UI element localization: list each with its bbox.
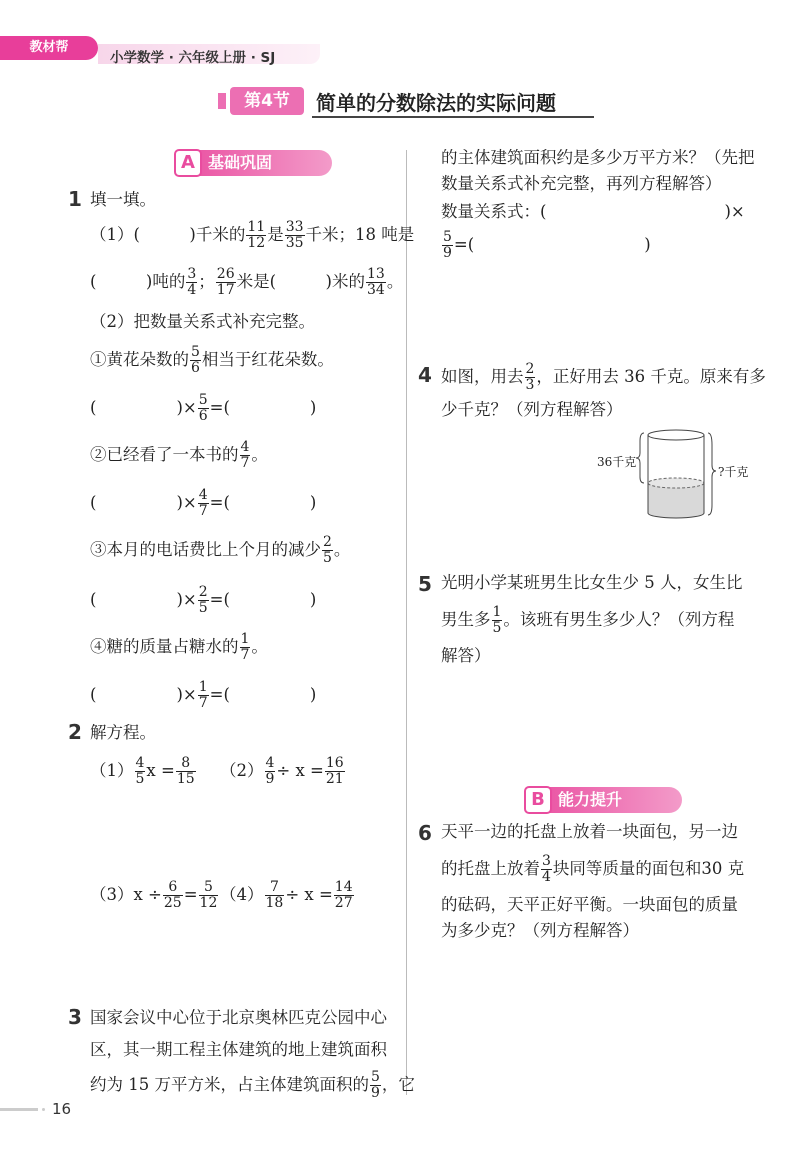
header-title: 小学数学 · 六年级上册 · SJ <box>110 50 276 66</box>
container-bottom <box>648 513 704 518</box>
q6-number: 6 <box>418 821 432 845</box>
q5-line1: 光明小学某班男生比女生少 5 人，女生比 <box>441 573 743 592</box>
q4-line2: 少千克？（列方程解答） <box>441 400 623 419</box>
fraction: $\frac{4}{7}$ <box>240 439 250 471</box>
fraction: $\frac{7}{18}$ <box>265 879 284 911</box>
q6-line2: 的托盘上放着 $\frac{3}{4}$ 块同等质量的面包和30 克 <box>441 853 745 885</box>
q2-equation-3: （3）x ÷ $\frac{6}{25}$ = $\frac{5}{12}$ <box>90 879 218 911</box>
q1-blank-4[interactable]: ( )× $\frac{1}{7}$ =( ) <box>90 679 317 711</box>
q4-label-total: ?千克 <box>718 465 749 479</box>
q3-line1: 国家会议中心位于北京奥林匹克公园中心 <box>90 1008 387 1027</box>
q1-blank-2[interactable]: ( )× $\frac{4}{7}$ =( ) <box>90 487 317 519</box>
fraction: $\frac{6}{25}$ <box>163 879 182 911</box>
q3-number: 3 <box>68 1005 82 1029</box>
fraction: $\frac{1}{5}$ <box>492 604 502 636</box>
q4-label-used: 36千克 <box>597 455 637 469</box>
q3-right-line2: 数量关系式补充完整，再列方程解答） <box>441 174 722 193</box>
fraction: $\frac{33}{35}$ <box>285 219 304 251</box>
q1-statement-1: ①黄花朵数的 $\frac{5}{6}$ 相当于红花朵数。 <box>90 344 334 376</box>
section-badge: 第4节 <box>230 87 304 115</box>
q3-relation[interactable]: 数量关系式：( )× <box>441 202 745 221</box>
fraction: $\frac{2}{3}$ <box>525 361 535 393</box>
page-number: 16 <box>52 1100 72 1118</box>
right-brace <box>708 433 716 515</box>
q3-line3: 约为 15 万平方米，占主体建筑面积的 $\frac{5}{9}$ ，它 <box>90 1069 415 1101</box>
footer-line <box>0 1108 38 1111</box>
fraction: $\frac{2}{5}$ <box>323 534 332 566</box>
q4-line1: 如图，用去 $\frac{2}{3}$ ，正好用去 36 千克。原来有多 <box>441 361 766 393</box>
fraction: $\frac{16}{21}$ <box>325 755 344 787</box>
q3-relation-cont[interactable]: $\frac{5}{9}$ =( ) <box>443 229 651 261</box>
q1-title: 填一填。 <box>90 190 156 209</box>
part-a-letter: A <box>174 149 202 177</box>
section-title: 简单的分数除法的实际问题 <box>316 91 556 115</box>
fraction: $\frac{4}{5}$ <box>135 755 145 787</box>
q5-line3: 解答） <box>441 646 491 665</box>
q2-equation-4: （4） $\frac{7}{18}$ ÷ x = $\frac{14}{27}$ <box>220 879 353 911</box>
part-a-label: 基础巩固 <box>174 150 332 176</box>
fraction: $\frac{5}{12}$ <box>199 879 218 911</box>
q6-line4: 为多少克？（列方程解答） <box>441 921 639 940</box>
q2-equation-1: （1） $\frac{4}{5}$ x = $\frac{8}{15}$ <box>90 755 195 787</box>
q2-number: 2 <box>68 720 82 744</box>
fraction: $\frac{2}{5}$ <box>198 584 208 616</box>
q1-part2-title: （2）把数量关系式补充完整。 <box>90 312 315 331</box>
fraction: $\frac{5}{9}$ <box>371 1069 380 1101</box>
fraction: $\frac{5}{6}$ <box>198 392 208 424</box>
q5-line2: 男生多 $\frac{1}{5}$ 。该班有男生多少人？（列方程 <box>441 604 735 636</box>
container-level <box>648 478 704 488</box>
fraction: $\frac{4}{7}$ <box>198 487 208 519</box>
q5-number: 5 <box>418 572 432 596</box>
q2-title: 解方程。 <box>90 723 156 742</box>
q1-line2: ( )吨的 $\frac{3}{4}$ ； $\frac{26}{17}$ 米是( )米的 $\frac{13}{34}$ 。 <box>90 266 404 298</box>
header-tag: 教材帮 <box>0 36 98 60</box>
column-divider <box>406 150 407 1095</box>
fraction: $\frac{26}{17}$ <box>216 266 235 298</box>
q3-line2: 区，其一期工程主体建筑的地上建筑面积 <box>90 1040 387 1059</box>
section-underline <box>312 116 594 118</box>
q1-number: 1 <box>68 187 82 211</box>
fraction: $\frac{1}{7}$ <box>198 679 208 711</box>
container-rim <box>648 430 704 440</box>
q6-line3: 的砝码，天平正好平衡。一块面包的质量 <box>441 895 738 914</box>
footer-dot <box>42 1108 45 1111</box>
q1-blank-1[interactable]: ( )× $\frac{5}{6}$ =( ) <box>90 392 317 424</box>
fraction: $\frac{5}{6}$ <box>191 344 200 376</box>
q2-equation-2: （2） $\frac{4}{9}$ ÷ x = $\frac{16}{21}$ <box>220 755 344 787</box>
fraction: $\frac{3}{4}$ <box>542 853 551 885</box>
q3-right-line1: 的主体建筑面积约是多少万平方米？（先把 <box>441 148 755 167</box>
fraction: $\frac{4}{9}$ <box>265 755 275 787</box>
q1-blank-3[interactable]: ( )× $\frac{2}{5}$ =( ) <box>90 584 317 616</box>
fraction: $\frac{14}{27}$ <box>334 879 353 911</box>
fraction: $\frac{8}{15}$ <box>176 755 195 787</box>
q6-line1: 天平一边的托盘上放着一块面包，另一边 <box>441 822 738 841</box>
part-b-label: 能力提升 <box>524 787 682 813</box>
left-brace <box>636 433 644 483</box>
fraction: $\frac{1}{7}$ <box>240 631 250 663</box>
q1-line1: （1）( )千米的 $\frac{11}{12}$ 是 $\frac{33}{35}$ 千米；18 吨是 <box>90 219 415 251</box>
fraction: $\frac{3}{4}$ <box>187 266 197 298</box>
q4-number: 4 <box>418 363 432 387</box>
fraction: $\frac{13}{34}$ <box>367 266 385 298</box>
fraction: $\frac{11}{12}$ <box>247 219 266 251</box>
part-b-letter: B <box>524 786 552 814</box>
fraction: $\frac{5}{9}$ <box>443 229 452 261</box>
q1-statement-4: ④糖的质量占糖水的 $\frac{1}{7}$ 。 <box>90 631 268 663</box>
q1-statement-2: ②已经看了一本书的 $\frac{4}{7}$ 。 <box>90 439 268 471</box>
section-marker <box>218 93 226 109</box>
q1-statement-3: ③本月的电话费比上个月的减少 $\frac{2}{5}$ 。 <box>90 534 351 566</box>
